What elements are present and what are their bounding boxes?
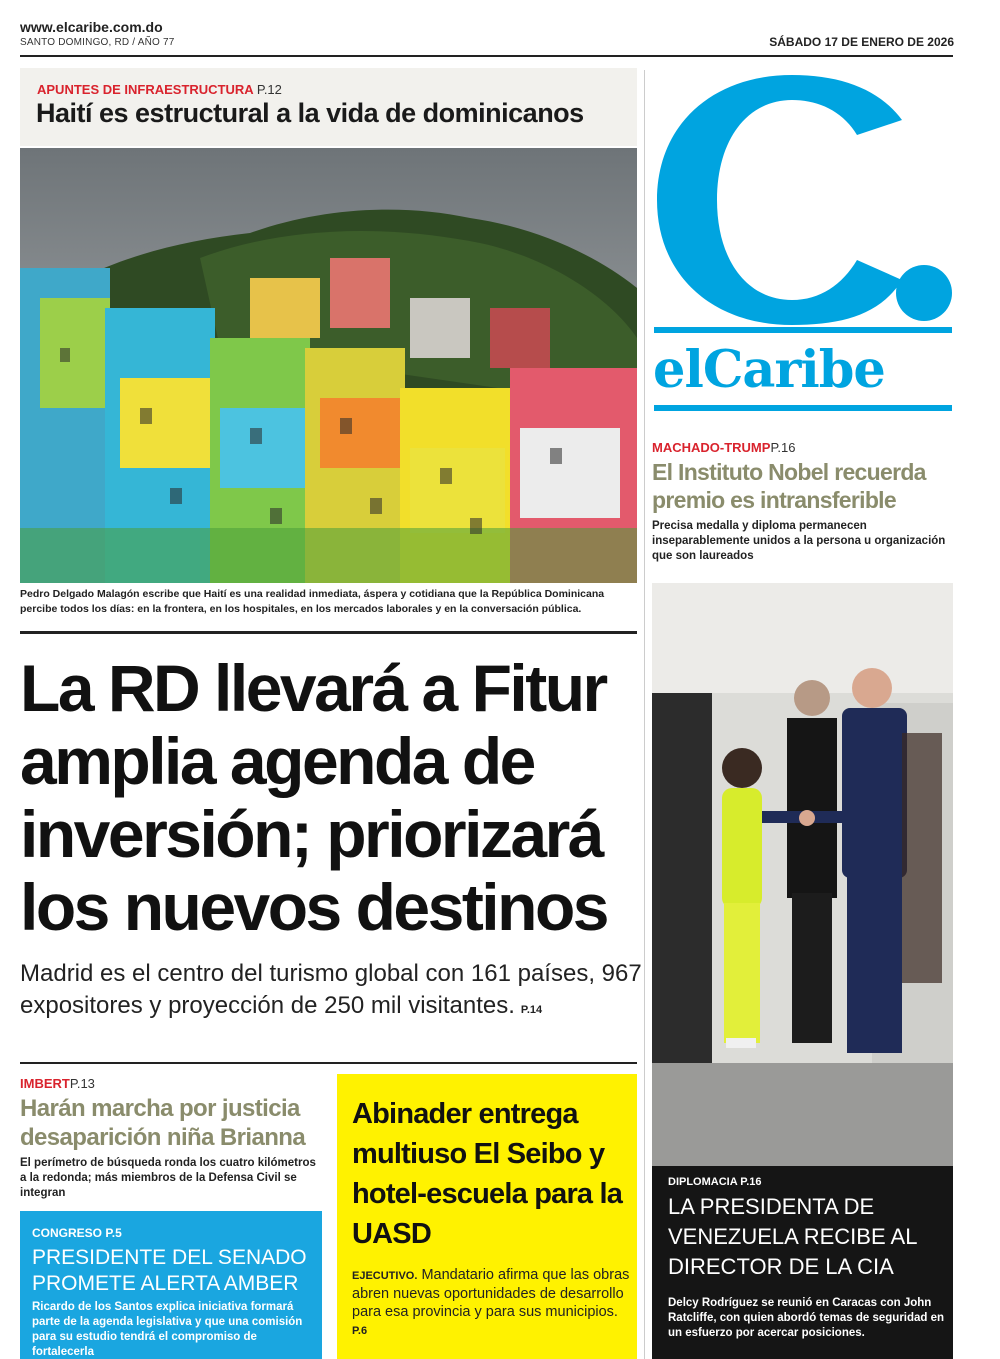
favela-photo[interactable] xyxy=(20,148,637,583)
imbert-page-ref: P.13 xyxy=(69,1076,95,1091)
site-location: SANTO DOMINGO, RD / AÑO 77 xyxy=(20,37,175,48)
cia-summary: Delcy Rodríguez se reunió en Caracas con John Ratcliffe, con quien abordó temas de seguridad en un esfuerzo por acercar posiciones. xyxy=(668,1297,945,1339)
site-url[interactable]: www.elcaribe.com.do xyxy=(20,19,163,35)
main-page-ref: P.14 xyxy=(520,1004,543,1016)
nobel-headline[interactable]: El Instituto Nobel recuerda premio es intransferible xyxy=(652,459,926,513)
main-subhead xyxy=(20,958,645,1026)
infra-story-header[interactable] xyxy=(20,68,637,146)
logo-band-bottom xyxy=(654,405,952,411)
logo-c-icon[interactable] xyxy=(652,75,952,325)
cia-story-box[interactable] xyxy=(652,1166,953,1359)
infra-kicker-label: APUNTES DE INFRAESTRUCTURA xyxy=(37,82,254,97)
cia-meeting-photo[interactable] xyxy=(652,583,953,1166)
infra-kicker xyxy=(37,82,282,97)
main-divider xyxy=(20,631,637,634)
logo-band-top xyxy=(654,327,952,333)
nobel-kicker-label: MACHADO-TRUMP xyxy=(652,440,771,455)
cia-kicker: DIPLOMACIA P.16 xyxy=(668,1176,762,1188)
imbert-summary: El perímetro de búsqueda ronda los cuatro kilómetros a la redonda; más miembros de la Defensa Civil se integran xyxy=(20,1157,316,1199)
imbert-headline[interactable]: Harán marcha por justicia desaparición niña Brianna xyxy=(20,1095,306,1151)
top-divider xyxy=(20,55,953,57)
main-subhead-text: Madrid es el centro del turismo global con 161 países, 967 expositores y proyección de 250 mil visitantes. xyxy=(20,960,642,1019)
main-headline[interactable]: La RD llevará a Fitur amplia agenda de inversión; priorizará los nuevos destinos xyxy=(20,651,607,944)
nobel-summary: Precisa medalla y diploma permanecen inseparablemente unidos a la persona u organización que son laureados xyxy=(652,520,946,562)
abinader-page-ref: P.6 xyxy=(352,1325,368,1337)
imbert-kicker-label: IMBERT xyxy=(20,1076,70,1091)
abinader-summary-text: Mandatario afirma que las obras abren nuevas oportunidades de desarrollo para esa provincia y para sus municipios. xyxy=(352,1267,630,1320)
imbert-kicker xyxy=(20,1076,95,1091)
nobel-kicker xyxy=(652,440,796,455)
infra-headline[interactable]: Haití es estructural a la vida de dominicanos xyxy=(36,98,584,128)
senado-kicker: CONGRESO P.5 xyxy=(32,1226,122,1240)
logo-wordmark[interactable]: elCaribe xyxy=(653,340,885,400)
senado-headline[interactable]: PRESIDENTE DEL SENADO PROMETE ALERTA AMBER xyxy=(32,1246,307,1295)
abinader-lead: EJECUTIVO. xyxy=(352,1270,418,1282)
abinader-story-box[interactable] xyxy=(337,1074,637,1359)
issue-date: SÁBADO 17 DE ENERO DE 2026 xyxy=(769,35,954,49)
nobel-page-ref: P.16 xyxy=(770,440,796,455)
column-divider xyxy=(644,70,645,1359)
abinader-summary xyxy=(352,1266,632,1340)
cia-headline[interactable]: LA PRESIDENTA DE VENEZUELA RECIBE AL DIRECTOR DE LA CIA xyxy=(668,1194,917,1279)
infra-page-ref: P.12 xyxy=(256,82,282,97)
lower-divider xyxy=(20,1062,637,1064)
senado-summary: Ricardo de los Santos explica iniciativa formará parte de la agenda legislativa y que una comisión para su estudio tendrá el compromiso de fortalecerla xyxy=(32,1301,303,1358)
abinader-headline[interactable]: Abinader entrega multiuso El Seibo y hotel-escuela para la UASD xyxy=(352,1098,623,1250)
favela-photo-caption: Pedro Delgado Malagón escribe que Haití es una realidad inmediata, áspera y cotidiana que la República Dominicana percibe todos los días: en la frontera, en los hospitales, en los mercados laborales y en la conversación pública. xyxy=(20,588,605,615)
senado-story-box[interactable] xyxy=(20,1211,322,1359)
